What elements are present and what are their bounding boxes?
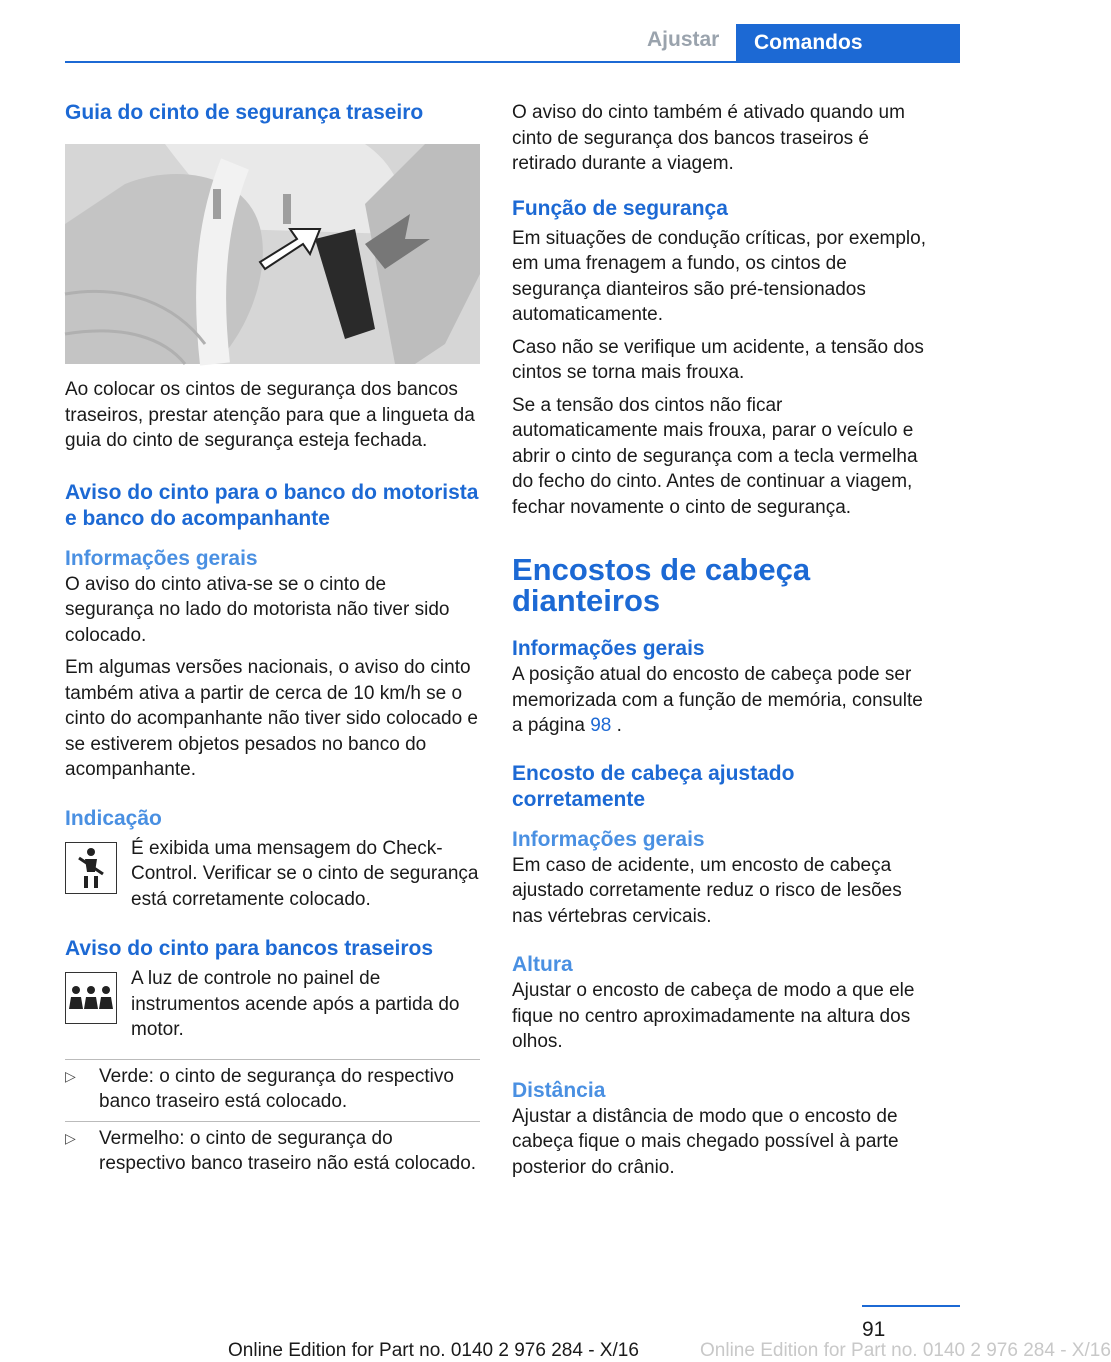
height-text: Ajustar o encosto de cabeça de modo a que ele fique no centro aproximadamente na altura dos olhos. <box>512 980 915 1052</box>
heading-seatbelt-guide: Guia do cinto de segurança traseiro <box>65 101 424 124</box>
headrest-memory-text-pre: A posição atual do encosto de cabeça pode ser memorizada com a função de memória, consulte a página <box>512 664 923 736</box>
rear-reminder-row <box>65 966 480 1043</box>
heading-headrest-correct: Encosto de cabeça ajustado corretamente <box>512 761 795 811</box>
subheading-height: Altura <box>512 953 573 976</box>
seatbelt-guide-illustration <box>65 144 480 364</box>
list-item-text: Verde: o cinto de segurança do respectivo banco traseiro está colocado. <box>99 1065 454 1112</box>
right-column <box>512 100 927 1180</box>
general-info-paragraph-1: O aviso do cinto ativa-se se o cinto de segurança no lado do motorista não tiver sido colocado. <box>65 573 450 646</box>
list-divider <box>65 1121 480 1122</box>
edition-footer: Online Edition for Part no. 0140 2 976 284 - X/16 <box>228 1340 639 1361</box>
safety-paragraph-3: Se a tensão dos cintos não ficar automaticamente mais frouxa, parar o veículo e abrir o cinto de segurança com a tecla vermelha do fecho do cinto. Antes de continuar a viagem, fechar novamente o cinto de segurança. <box>512 394 918 518</box>
list-item <box>65 1126 480 1177</box>
safety-paragraph-1: Em situações de condução críticas, por exemplo, em uma frenagem a fundo, os cintos de segurança dianteiros são pré-tensionados automaticamente. <box>512 227 926 325</box>
heading-safety-function: Função de segurança <box>512 196 728 220</box>
watermark: Online Edition for Part no. 0140 2 976 284 - X/16 <box>700 1340 1111 1361</box>
subheading-general-info: Informações gerais <box>512 637 705 660</box>
header-rule <box>65 61 960 63</box>
seatbelt-guide-text: Ao colocar os cintos de segurança dos bancos traseiros, prestar atenção para que a lingueta da guia do cinto de segurança esteja fechada. <box>65 379 475 451</box>
page-link-98[interactable]: 98 <box>590 715 612 736</box>
rear-indicator-list-2 <box>65 1126 480 1177</box>
heading-rear-seatbelt-reminder: Aviso do cinto para bancos traseiros <box>65 937 433 960</box>
tab-ajustar[interactable]: Ajustar <box>647 28 720 51</box>
list-item-text: Vermelho: o cinto de segurança do respectivo banco traseiro não está colocado. <box>99 1127 477 1174</box>
footer-rule <box>862 1305 960 1307</box>
list-item <box>65 1064 480 1115</box>
triangle-bullet-icon: ▷ <box>65 1067 76 1084</box>
distance-text: Ajustar a distância de modo que o encosto de cabeça fique o mais chegado possível à parte posterior do crânio. <box>512 1105 899 1178</box>
indication-row <box>65 836 480 913</box>
heading-front-headrests: Encostos de cabeça dianteiros <box>512 552 811 618</box>
indication-text: É exibida uma mensagem do Check-Control. Verificar se o cinto de segurança está corretamente colocado. <box>131 837 479 910</box>
safety-paragraph-2: Caso não se verifique um acidente, a tensão dos cintos se torna mais frouxa. <box>512 336 924 383</box>
tab-comandos[interactable]: Comandos <box>736 24 960 62</box>
heading-front-seatbelt-reminder: Aviso do cinto para o banco do motorista e banco do acompanhante <box>65 480 479 530</box>
headrest-memory-text <box>512 662 927 739</box>
triangle-bullet-icon: ▷ <box>65 1129 76 1146</box>
rear-indicator-list <box>65 1064 480 1115</box>
subheading-indication: Indicação <box>65 806 162 830</box>
seatbelt-warning-icon <box>65 842 117 894</box>
subheading-general-info-2: Informações gerais <box>512 827 705 851</box>
rear-warning-intro: O aviso do cinto também é ativado quando um cinto de segurança dos bancos traseiros é retirado durante a viagem. <box>512 102 905 174</box>
headrest-memory-text-post: . <box>611 715 622 736</box>
rear-seat-occupants-icon <box>65 972 117 1024</box>
rear-seatbelt-guide-photo <box>65 144 480 364</box>
page-number: 91 <box>862 1318 886 1341</box>
rear-reminder-text: A luz de controle no painel de instrumentos acende após a partida do motor. <box>131 968 460 1040</box>
subheading-general-info: Informações gerais <box>65 546 258 570</box>
left-column <box>65 100 480 1177</box>
list-divider <box>65 1059 480 1060</box>
correct-headrest-text: Em caso de acidente, um encosto de cabeça ajustado corretamente reduz o risco de lesões nas vértebras cervicais. <box>512 854 902 927</box>
general-info-paragraph-2: Em algumas versões nacionais, o aviso do cinto também ativa a partir de cerca de 10 km/h se o cinto do acompanhante não tiver sido colocado e se estiverem objetos pesados no banco do acompanhante. <box>65 657 478 780</box>
subheading-distance: Distância <box>512 1078 606 1102</box>
